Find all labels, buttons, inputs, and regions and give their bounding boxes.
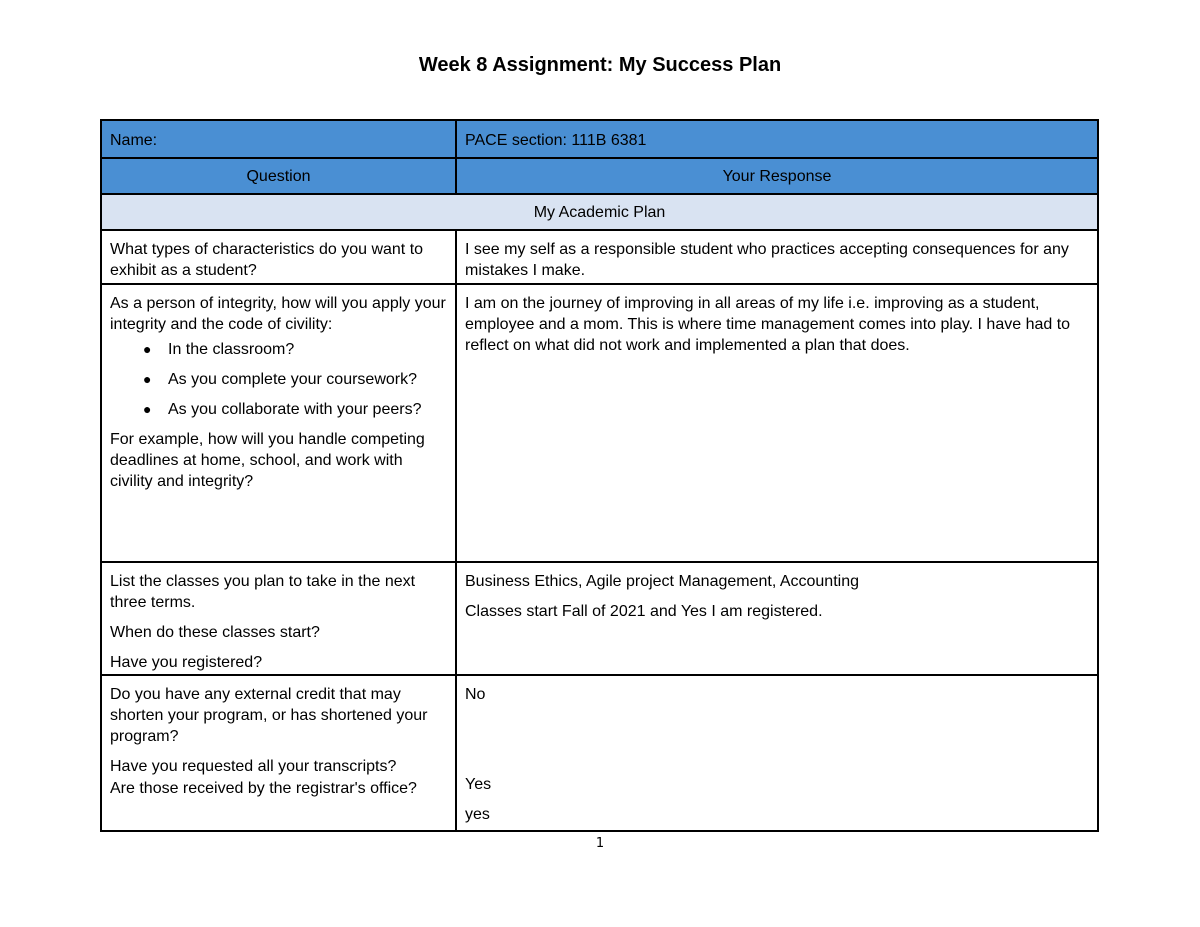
question-example: For example, how will you handle competing deadlines at home, school, and work with civility and integrity? [110,431,425,490]
table-row [101,230,1098,284]
column-header-question: Question [101,158,456,194]
response-cell [456,675,1098,831]
response-cell [456,284,1098,562]
response-text: Yes [465,776,492,793]
success-plan-table [100,119,1099,832]
response-text: yes [465,806,490,823]
list-item: ● In the classroom? [143,341,295,358]
question-text: What types of characteristics do you want to exhibit as a student? [110,241,424,279]
question-text: Have you registered? [110,654,263,671]
pace-section: PACE section: 111B 6381 [456,120,1098,158]
page-number: 1 [595,836,605,851]
response-text: No [465,686,486,703]
column-header-response: Your Response [456,158,1098,194]
table-row [101,675,1098,831]
response-text: I see my self as a responsible student who practices accepting consequences for any mistakes I make. [465,241,1069,279]
question-text: When do these classes start? [110,624,320,641]
response-text: Business Ethics, Agile project Management, Accounting [465,573,859,590]
question-text: Are those received by the registrar's office? [110,780,417,797]
response-text: Classes start Fall of 2021 and Yes I am registered. [465,603,823,620]
bullet-list [110,339,447,420]
list-item: ● As you complete your coursework? [143,371,417,388]
bullet-icon: ● [143,341,152,357]
section-row [101,194,1098,230]
question-text: Do you have any external credit that may shorten your program, or has shortened your program? [110,686,428,745]
question-text: List the classes you plan to take in the next three terms. [110,573,416,611]
question-cell [101,284,456,562]
list-item: ● As you collaborate with your peers? [143,401,422,418]
table-row [101,284,1098,562]
question-text: Have you requested all your transcripts? [110,758,397,775]
page-title: Week 8 Assignment: My Success Plan [418,54,782,76]
column-header-row [101,158,1098,194]
question-text: As a person of integrity, how will you apply your integrity and the code of civility: [110,295,446,333]
question-cell [101,562,456,675]
name-row [101,120,1098,158]
response-text: I am on the journey of improving in all areas of my life i.e. improving as a student, employee and a mom. This is where time management comes into play. I have had to reflect on what did not work and implemented a plan that does. [465,295,1071,354]
bullet-icon: ● [143,371,152,387]
question-cell [101,675,456,831]
table-row [101,562,1098,675]
bullet-icon: ● [143,401,152,417]
question-cell [101,230,456,284]
response-cell [456,230,1098,284]
section-title: My Academic Plan [101,194,1098,230]
name-label: Name: [101,120,456,158]
response-cell [456,562,1098,675]
